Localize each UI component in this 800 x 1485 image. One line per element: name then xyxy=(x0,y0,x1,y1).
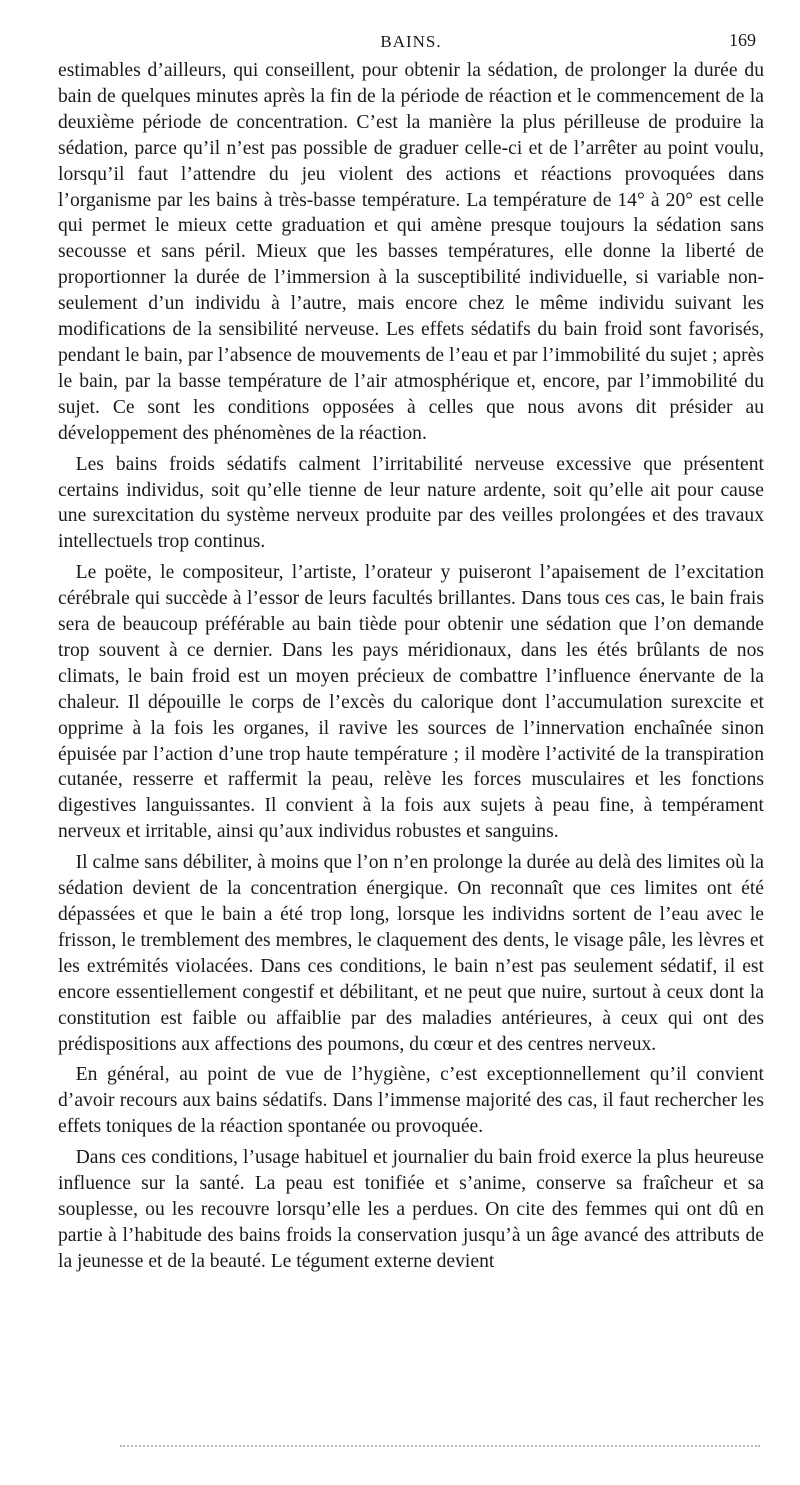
paragraph: Le poëte, le compositeur, l’artiste, l’orateur y puiseront l’apaisement de l’excitation cérébrale qui succède à l’essor de leurs facultés brillantes. Dans tous ces cas, le bain frais sera de beaucoup préférable au bain tiède pour obtenir une sédation que l’on demande trop souvent à ce dernier. Dans les pays méridionaux, dans les étés brûlants de nos climats, le bain froid est un moyen précieux de combattre l’influence énervante de la chaleur. Il dépouille le corps de l’excès du calorique dont l’accumulation surexcite et opprime à la fois les organes, il ravive les sources de l’innervation enchaînée sinon épuisée par l’action d’une trop haute température ; il modère l’activité de la transpiration cutanée, resserre et raffermit la peau, relève les forces musculaires et les fonctions digestives languissantes. Il convient à la fois aux sujets à peau fine, à tempérament nerveux et irritable, ainsi qu’aux individus robustes et sanguins. xyxy=(58,562,764,843)
paragraph-continuation: estimables d’ailleurs, qui conseillent, pour obtenir la sédation, de prolonger la durée du bain de quelques minutes après la fin de la période de réaction et le commencement de la deuxième période de concentration. C’est la manière la plus périlleuse de produire la sédation, parce qu’il n’est pas possible de graduer celle-ci et de l’arrêter au point voulu, lorsqu’il faut l’attendre du jeu violent des actions et réactions provoquées dans l’organisme par les bains à très-basse température. La température de 14° à 20° est celle qui permet le mieux cette graduation et qui amène presque toujours la sédation sans secousse et sans péril. Mieux que les basses températures, elle donne la liberté de proportionner la durée de l’immersion à la susceptibilité individuelle, si variable non-seulement d’un individu à l’autre, mais encore chez le même individu suivant les modifications de la sensibilité nerveuse. Les effets sédatifs du bain froid sont favorisés, pendant le bain, par l’absence de mouvements de l’eau et par l’immobilité du sujet ; après le bain, par la basse température de l’air atmosphérique et, encore, par l’immobilité du sujet. Ce sont les conditions opposées à celles que nous avons dit présider au développement des phénomènes de la réaction. xyxy=(58,60,764,444)
running-title: BAINS. xyxy=(380,32,442,51)
running-head xyxy=(58,28,764,58)
paragraph: Dans ces conditions, l’usage habituel et journalier du bain froid exerce la plus heureuse influence sur la santé. La peau est tonifiée et s’anime, conserve sa fraîcheur et sa souplesse, ou les recouvre lorsqu’elle les a perdues. On cite des femmes qui ont dû en partie à l’habitude des bains froids la conservation jusqu’à un âge avancé des attributs de la jeunesse et de la beauté. Le tégument externe devient xyxy=(58,1147,764,1272)
paragraph: En général, au point de vue de l’hygiène, c’est exceptionnellement qu’il convient d’avoir recours aux bains sédatifs. Dans l’immense majorité des cas, il faut rechercher les effets toniques de la réaction spontanée ou provoquée. xyxy=(58,1064,764,1138)
body-text xyxy=(58,58,764,1275)
bleed-through-dots xyxy=(120,1445,760,1453)
paragraph: Les bains froids sédatifs calment l’irritabilité nerveuse excessive que présentent certains individus, soit qu’elle tienne de leur nature ardente, soit qu’elle ait pour cause une surexcitation du système nerveux produite par des veilles prolongées et des travaux intellectuels trop continus. xyxy=(58,453,764,553)
book-page xyxy=(58,28,764,1275)
page-number: 169 xyxy=(729,30,756,50)
paragraph: Il calme sans débiliter, à moins que l’on n’en prolonge la durée au delà des limites où la sédation devient de la concentration énergique. On reconnaît que ces limites ont été dépassées et que le bain a été trop long, lorsque les individns sortent de l’eau avec le frisson, le tremblement des membres, le claquement des dents, le visage pâle, les lèvres et les extrémités violacées. Dans ces conditions, le bain n’est pas seulement sédatif, il est encore essentiellement congestif et débilitant, et ne peut que nuire, surtout à ceux dont la constitution est faible ou affaiblie par des maladies antérieures, à ceux qui ont des prédispositions aux affections des poumons, du cœur et des centres nerveux. xyxy=(58,852,764,1055)
